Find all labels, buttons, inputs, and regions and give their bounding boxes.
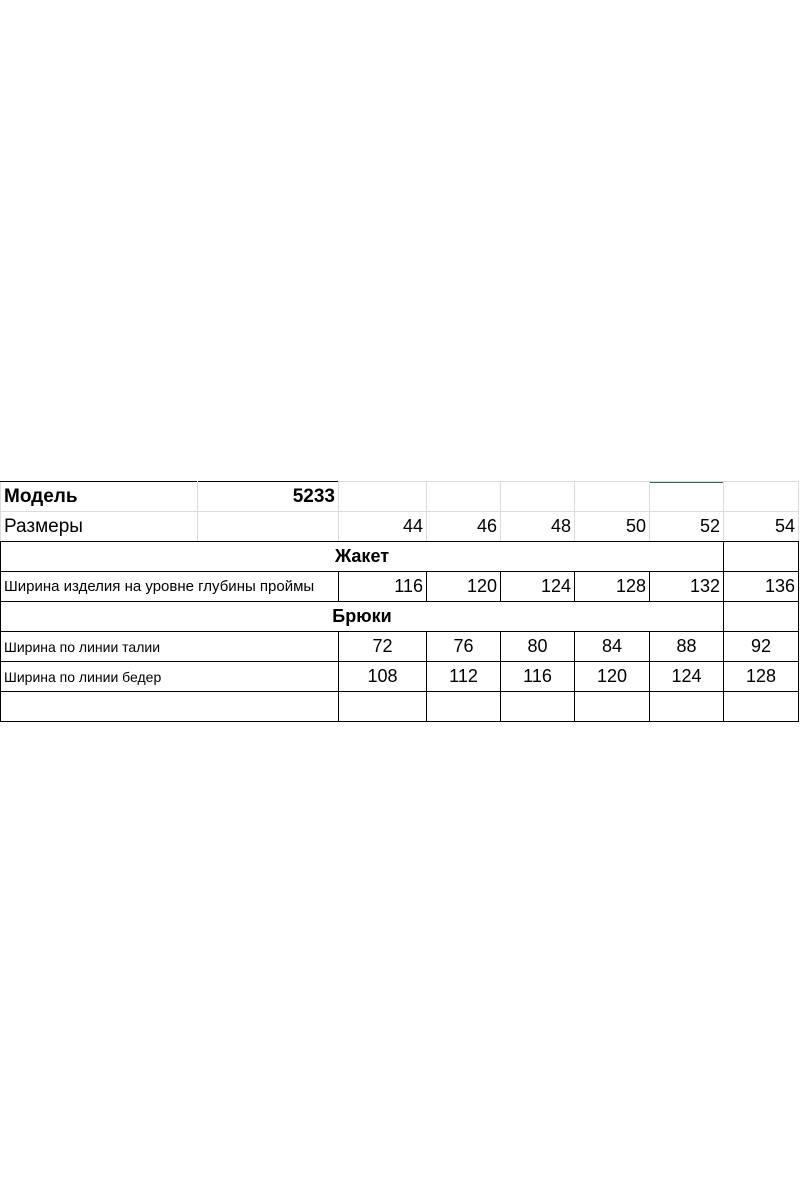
cell[interactable] (575, 692, 650, 722)
cell[interactable] (650, 482, 724, 512)
size-cell[interactable]: 52 (650, 512, 724, 542)
waist-value[interactable]: 84 (575, 632, 650, 662)
size-chart-table (0, 481, 799, 722)
trousers-title-row (1, 602, 799, 632)
waist-value[interactable]: 92 (724, 632, 799, 662)
model-number[interactable]: 5233 (198, 482, 339, 512)
size-cell[interactable]: 46 (427, 512, 501, 542)
waist-label[interactable]: Ширина по линии талии (1, 632, 339, 662)
size-cell[interactable]: 54 (724, 512, 799, 542)
cell[interactable] (501, 692, 575, 722)
hips-value[interactable]: 124 (650, 662, 724, 692)
hips-value[interactable]: 120 (575, 662, 650, 692)
waist-value[interactable]: 80 (501, 632, 575, 662)
cell[interactable] (650, 692, 724, 722)
cell[interactable] (724, 602, 799, 632)
cell[interactable] (427, 482, 501, 512)
jacket-section-title[interactable]: Жакет (1, 542, 724, 572)
cell[interactable] (1, 692, 339, 722)
waist-value[interactable]: 76 (427, 632, 501, 662)
size-cell[interactable]: 48 (501, 512, 575, 542)
waist-value[interactable]: 88 (650, 632, 724, 662)
hips-value[interactable]: 116 (501, 662, 575, 692)
empty-row (1, 692, 799, 722)
jacket-width-label[interactable]: Ширина изделия на уровне глубины проймы (1, 572, 339, 602)
cell[interactable] (339, 692, 427, 722)
waist-row (1, 632, 799, 662)
hips-row (1, 662, 799, 692)
cell[interactable] (427, 692, 501, 722)
model-label[interactable]: Модель (1, 482, 198, 512)
trousers-section-title[interactable]: Брюки (1, 602, 724, 632)
cell[interactable] (724, 482, 799, 512)
cell[interactable] (198, 512, 339, 542)
cell[interactable] (339, 482, 427, 512)
jacket-value[interactable]: 120 (427, 572, 501, 602)
size-cell[interactable]: 50 (575, 512, 650, 542)
cell[interactable] (724, 542, 799, 572)
jacket-width-row (1, 572, 799, 602)
hips-value[interactable]: 108 (339, 662, 427, 692)
size-cell[interactable]: 44 (339, 512, 427, 542)
model-row (1, 482, 799, 512)
jacket-value[interactable]: 124 (501, 572, 575, 602)
sizes-row (1, 512, 799, 542)
jacket-value[interactable]: 136 (724, 572, 799, 602)
spreadsheet (0, 481, 800, 722)
cell[interactable] (501, 482, 575, 512)
jacket-title-row (1, 542, 799, 572)
waist-value[interactable]: 72 (339, 632, 427, 662)
jacket-value[interactable]: 128 (575, 572, 650, 602)
cell[interactable] (575, 482, 650, 512)
hips-label[interactable]: Ширина по линии бедер (1, 662, 339, 692)
cell[interactable] (724, 692, 799, 722)
sizes-label[interactable]: Размеры (1, 512, 198, 542)
jacket-value[interactable]: 132 (650, 572, 724, 602)
hips-value[interactable]: 128 (724, 662, 799, 692)
jacket-value[interactable]: 116 (339, 572, 427, 602)
hips-value[interactable]: 112 (427, 662, 501, 692)
